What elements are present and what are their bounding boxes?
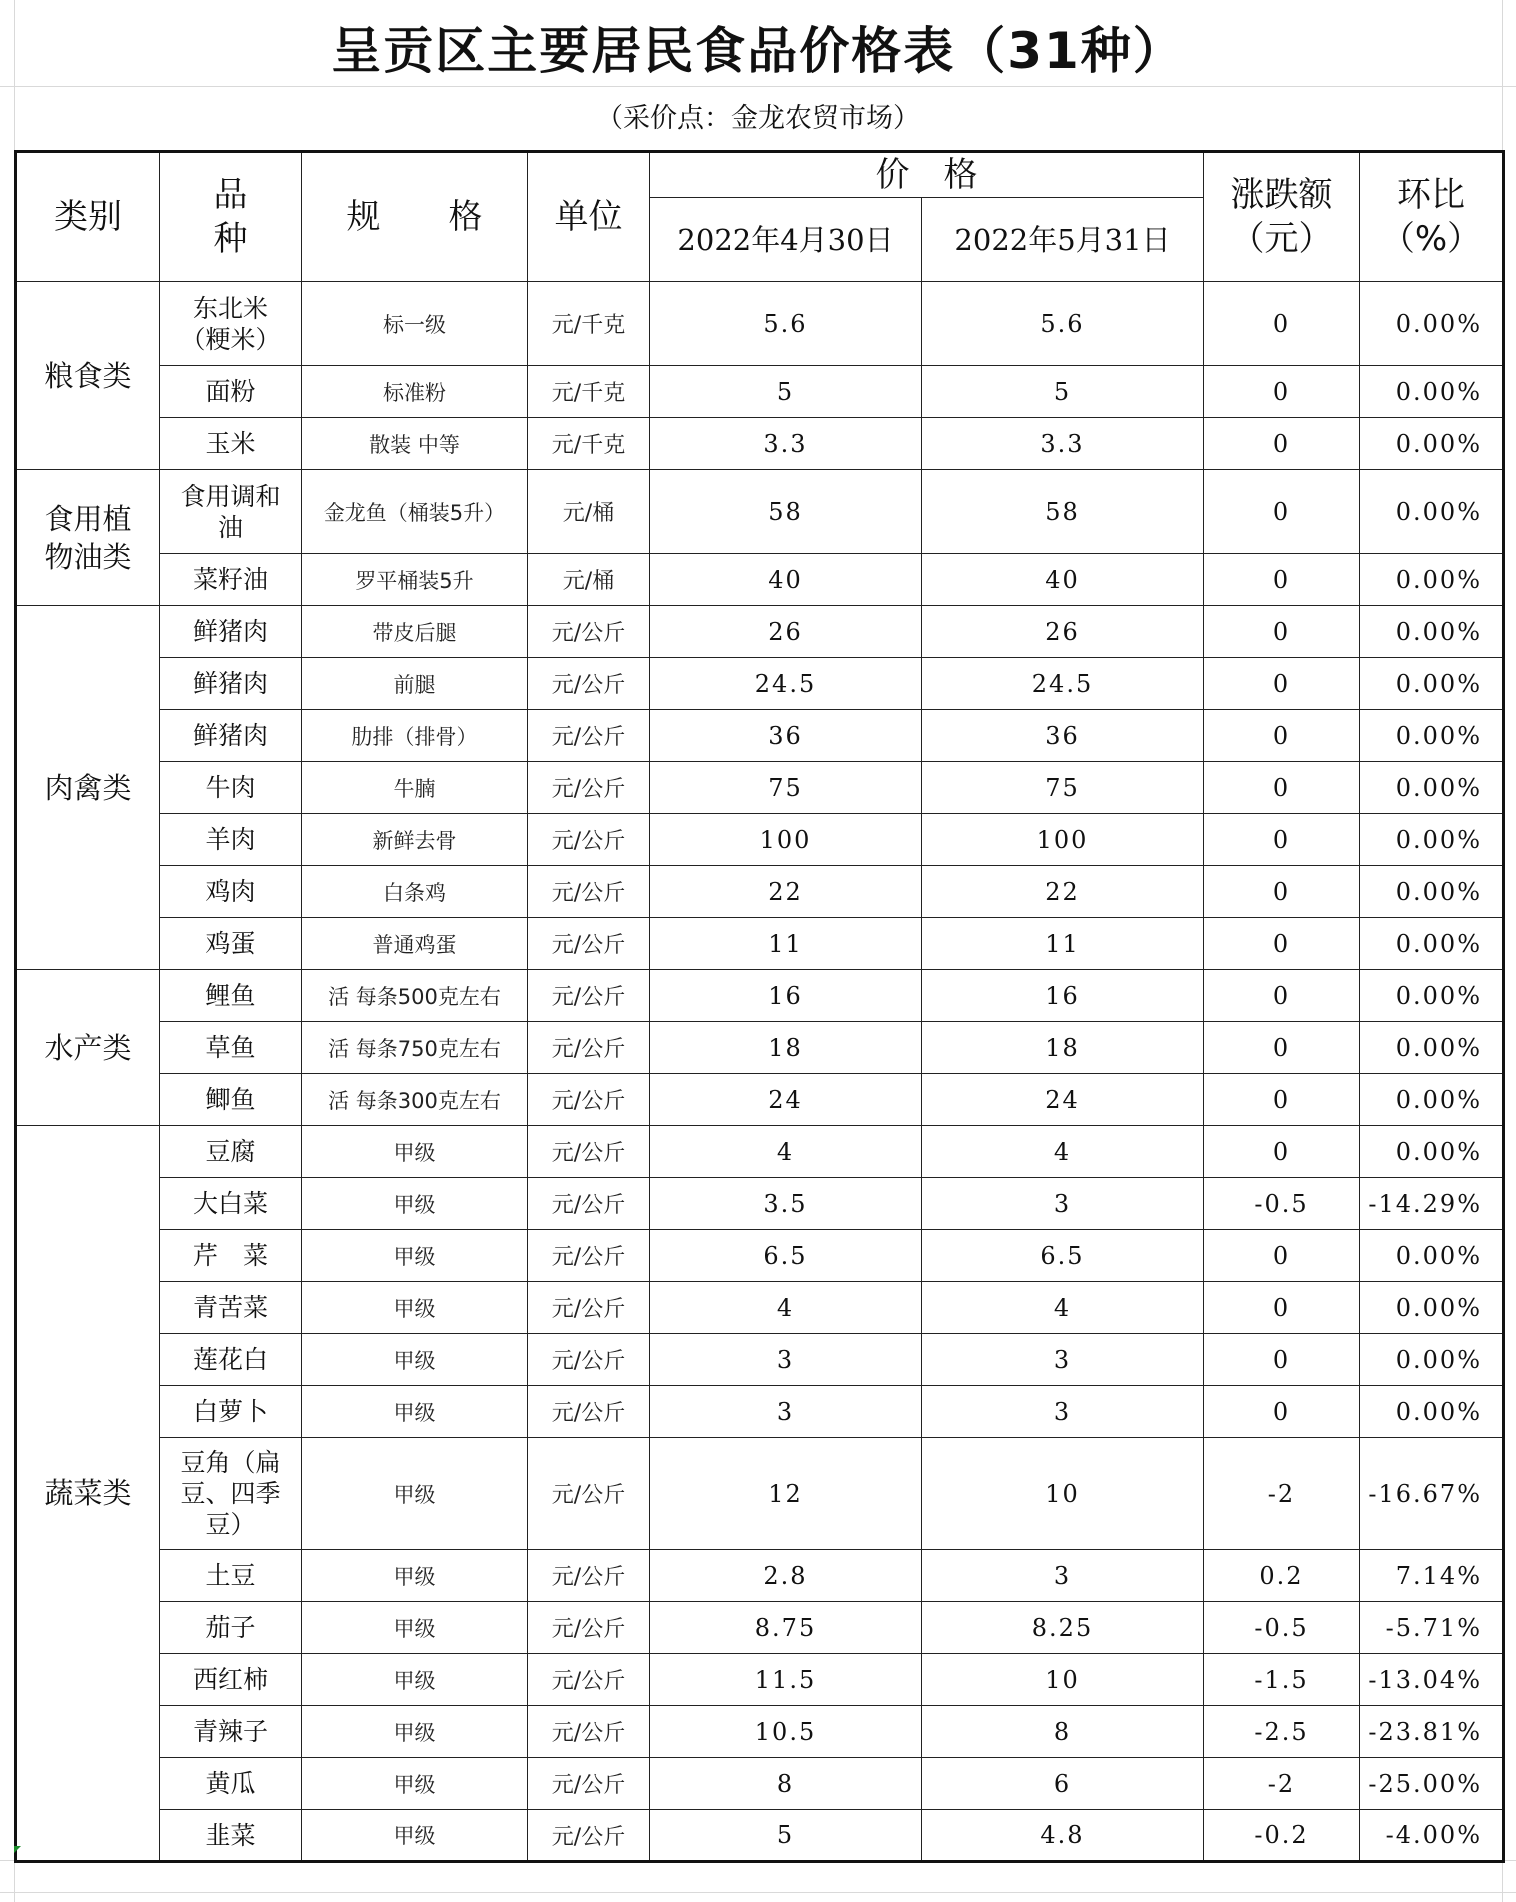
item-name-cell [160, 1126, 302, 1178]
category-name-line: 水产类 [44, 1030, 132, 1065]
spec-cell: 甲级 [302, 1654, 528, 1706]
unit-cell: 元/千克 [528, 282, 650, 366]
unit-cell: 元/公斤 [528, 1386, 650, 1438]
change-amount-cell: 0 [1204, 1022, 1360, 1074]
item-name-line: 豆角（扁 [180, 1448, 281, 1477]
price-apr-cell: 8 [650, 1758, 922, 1810]
item-name-line: 面粉 [205, 377, 256, 406]
ratio-cell: 0.00% [1360, 1022, 1504, 1074]
spec-cell: 散装 中等 [302, 418, 528, 470]
change-amount-cell: -0.2 [1204, 1810, 1360, 1862]
price-may-cell: 100 [922, 814, 1204, 866]
spec-cell: 甲级 [302, 1334, 528, 1386]
header-spec: 规 格 [302, 152, 528, 282]
header-ratio [1360, 152, 1504, 282]
price-apr-cell: 40 [650, 554, 922, 606]
change-amount-cell: 0 [1204, 814, 1360, 866]
change-amount-cell: -2.5 [1204, 1706, 1360, 1758]
change-amount-cell: 0 [1204, 970, 1360, 1022]
item-name-line: 鲜猪肉 [192, 721, 268, 750]
change-amount-cell: 0 [1204, 418, 1360, 470]
spec-cell: 活 每条500克左右 [302, 970, 528, 1022]
change-amount-cell: 0 [1204, 282, 1360, 366]
price-may-cell: 4 [922, 1282, 1204, 1334]
item-name-line: 牛肉 [205, 773, 256, 802]
spec-cell: 甲级 [302, 1438, 528, 1550]
header-item-line: 品 [213, 175, 248, 215]
spec-cell: 甲级 [302, 1178, 528, 1230]
header-change-line: 涨跌额 [1230, 175, 1333, 215]
item-name-cell [160, 1334, 302, 1386]
change-amount-cell: 0 [1204, 470, 1360, 554]
unit-cell: 元/公斤 [528, 606, 650, 658]
item-name-cell [160, 1074, 302, 1126]
header-ratio-line: 环比 [1397, 175, 1465, 215]
category-name-line: 肉禽类 [44, 770, 132, 805]
price-table [14, 150, 1505, 1863]
price-apr-cell: 11 [650, 918, 922, 970]
table-row [16, 470, 1504, 554]
table-row [16, 1230, 1504, 1282]
unit-cell: 元/公斤 [528, 1810, 650, 1862]
price-may-cell: 8.25 [922, 1602, 1204, 1654]
table-row [16, 762, 1504, 814]
category-cell [16, 970, 160, 1126]
item-name-line: 玉米 [205, 429, 256, 458]
item-name-line: 菜籽油 [192, 565, 268, 594]
item-name-line: 鲜猪肉 [192, 617, 268, 646]
change-amount-cell: -0.5 [1204, 1178, 1360, 1230]
item-name-cell [160, 1230, 302, 1282]
spec-cell: 白条鸡 [302, 866, 528, 918]
change-amount-cell: -1.5 [1204, 1654, 1360, 1706]
item-name-line: 油 [217, 512, 243, 542]
table-row [16, 418, 1504, 470]
item-name-line: 土豆 [205, 1561, 256, 1590]
price-may-cell: 3 [922, 1334, 1204, 1386]
price-apr-cell: 6.5 [650, 1230, 922, 1282]
price-apr-cell: 11.5 [650, 1654, 922, 1706]
ratio-cell: 0.00% [1360, 418, 1504, 470]
item-name-line: 黄瓜 [205, 1769, 256, 1798]
item-name-cell [160, 710, 302, 762]
change-amount-cell: 0 [1204, 1230, 1360, 1282]
table-row [16, 1438, 1504, 1550]
price-apr-cell: 5 [650, 366, 922, 418]
price-may-cell: 5.6 [922, 282, 1204, 366]
grid-line [0, 86, 1516, 87]
table-row [16, 970, 1504, 1022]
ratio-cell: 0.00% [1360, 1074, 1504, 1126]
unit-cell: 元/桶 [528, 554, 650, 606]
price-may-cell: 6.5 [922, 1230, 1204, 1282]
ratio-cell: 0.00% [1360, 606, 1504, 658]
price-may-cell: 24 [922, 1074, 1204, 1126]
change-amount-cell: 0 [1204, 918, 1360, 970]
spec-cell: 甲级 [302, 1602, 528, 1654]
item-name-cell [160, 658, 302, 710]
category-name-line: 蔬菜类 [44, 1476, 132, 1510]
spec-cell: 甲级 [302, 1386, 528, 1438]
price-apr-cell: 100 [650, 814, 922, 866]
item-name-line: 鸡肉 [205, 877, 256, 906]
ratio-cell: -14.29% [1360, 1178, 1504, 1230]
price-may-cell: 4.8 [922, 1810, 1204, 1862]
cell-corner-marker-icon [14, 1846, 21, 1853]
item-name-line: 豆腐 [205, 1137, 256, 1166]
unit-cell: 元/公斤 [528, 1706, 650, 1758]
unit-cell: 元/公斤 [528, 658, 650, 710]
price-apr-cell: 75 [650, 762, 922, 814]
category-cell [16, 606, 160, 970]
item-name-cell [160, 470, 302, 554]
ratio-cell: 7.14% [1360, 1550, 1504, 1602]
spec-cell: 甲级 [302, 1126, 528, 1178]
header-category: 类别 [16, 152, 160, 282]
unit-cell: 元/公斤 [528, 1758, 650, 1810]
price-may-cell: 40 [922, 554, 1204, 606]
table-row [16, 366, 1504, 418]
ratio-cell: -25.00% [1360, 1758, 1504, 1810]
unit-cell: 元/公斤 [528, 866, 650, 918]
category-cell [16, 1126, 160, 1862]
item-name-cell [160, 1178, 302, 1230]
table-row [16, 1126, 1504, 1178]
spec-cell: 罗平桶装5升 [302, 554, 528, 606]
header-item [160, 152, 302, 282]
ratio-cell: 0.00% [1360, 554, 1504, 606]
item-name-cell [160, 366, 302, 418]
item-name-line: 韭菜 [205, 1820, 256, 1850]
item-name-cell [160, 1706, 302, 1758]
price-apr-cell: 3.3 [650, 418, 922, 470]
item-name-cell [160, 866, 302, 918]
ratio-cell: 0.00% [1360, 918, 1504, 970]
price-may-cell: 3.3 [922, 418, 1204, 470]
category-name-line: 物油类 [44, 539, 132, 574]
unit-cell: 元/公斤 [528, 1126, 650, 1178]
table-row [16, 1334, 1504, 1386]
header-date-2: 2022年5月31日 [922, 198, 1204, 282]
item-name-cell [160, 970, 302, 1022]
change-amount-cell: 0 [1204, 554, 1360, 606]
price-apr-cell: 16 [650, 970, 922, 1022]
ratio-cell: 0.00% [1360, 1282, 1504, 1334]
change-amount-cell: -0.5 [1204, 1602, 1360, 1654]
table-row [16, 1758, 1504, 1810]
item-name-line: 鲫鱼 [205, 1085, 256, 1114]
price-may-cell: 5 [922, 366, 1204, 418]
change-amount-cell: 0 [1204, 1282, 1360, 1334]
price-apr-cell: 3 [650, 1386, 922, 1438]
category-cell [16, 282, 160, 470]
item-name-cell [160, 418, 302, 470]
price-apr-cell: 3.5 [650, 1178, 922, 1230]
item-name-line: 西红柿 [192, 1665, 268, 1694]
header-ratio-line: （%） [1380, 219, 1482, 259]
item-name-line: 豆、四季 [180, 1479, 281, 1508]
price-may-cell: 4 [922, 1126, 1204, 1178]
price-apr-cell: 8.75 [650, 1602, 922, 1654]
change-amount-cell: 0.2 [1204, 1550, 1360, 1602]
unit-cell: 元/公斤 [528, 918, 650, 970]
ratio-cell: -13.04% [1360, 1654, 1504, 1706]
price-may-cell: 8 [922, 1706, 1204, 1758]
unit-cell: 元/公斤 [528, 710, 650, 762]
spec-cell: 带皮后腿 [302, 606, 528, 658]
ratio-cell: 0.00% [1360, 1386, 1504, 1438]
price-may-cell: 24.5 [922, 658, 1204, 710]
header-item-line: 种 [213, 219, 248, 259]
item-name-line: 羊肉 [205, 825, 256, 854]
header-date-1: 2022年4月30日 [650, 198, 922, 282]
ratio-cell: -4.00% [1360, 1810, 1504, 1862]
ratio-cell: 0.00% [1360, 710, 1504, 762]
table-row [16, 606, 1504, 658]
table-row [16, 1386, 1504, 1438]
grid-line [0, 1892, 1516, 1893]
price-apr-cell: 4 [650, 1282, 922, 1334]
spec-cell: 标准粉 [302, 366, 528, 418]
header-change [1204, 152, 1360, 282]
unit-cell: 元/公斤 [528, 1550, 650, 1602]
item-name-cell [160, 1602, 302, 1654]
spec-cell: 金龙鱼（桶装5升） [302, 470, 528, 554]
unit-cell: 元/公斤 [528, 1230, 650, 1282]
table-row [16, 1282, 1504, 1334]
table-row [16, 554, 1504, 606]
price-may-cell: 3 [922, 1550, 1204, 1602]
item-name-cell [160, 762, 302, 814]
change-amount-cell: 0 [1204, 710, 1360, 762]
page-title: 呈贡区主要居民食品价格表（31种） [331, 22, 1185, 80]
spec-cell: 标一级 [302, 282, 528, 366]
item-name-line: 大白菜 [192, 1189, 268, 1218]
unit-cell: 元/公斤 [528, 1602, 650, 1654]
change-amount-cell: 0 [1204, 1386, 1360, 1438]
header-unit: 单位 [528, 152, 650, 282]
table-row [16, 1654, 1504, 1706]
table-row [16, 1074, 1504, 1126]
price-apr-cell: 24 [650, 1074, 922, 1126]
ratio-cell: 0.00% [1360, 470, 1504, 554]
unit-cell: 元/公斤 [528, 1282, 650, 1334]
price-may-cell: 6 [922, 1758, 1204, 1810]
item-name-line: 食用调和 [180, 481, 281, 511]
table-row [16, 1178, 1504, 1230]
spec-cell: 活 每条300克左右 [302, 1074, 528, 1126]
table-row [16, 1810, 1504, 1862]
price-apr-cell: 22 [650, 866, 922, 918]
price-apr-cell: 26 [650, 606, 922, 658]
unit-cell: 元/公斤 [528, 1178, 650, 1230]
price-collection-point: （采价点：金龙农贸市场） [596, 103, 920, 134]
ratio-cell: 0.00% [1360, 366, 1504, 418]
item-name-cell [160, 1550, 302, 1602]
header-change-line: （元） [1230, 219, 1333, 259]
price-apr-cell: 3 [650, 1334, 922, 1386]
item-name-line: 草鱼 [205, 1033, 256, 1062]
item-name-line: 鲤鱼 [205, 981, 256, 1010]
spec-cell: 甲级 [302, 1810, 528, 1862]
table-row [16, 1022, 1504, 1074]
ratio-cell: -16.67% [1360, 1438, 1504, 1550]
unit-cell: 元/公斤 [528, 970, 650, 1022]
header-row [16, 152, 1504, 198]
item-name-cell [160, 1654, 302, 1706]
ratio-cell: -23.81% [1360, 1706, 1504, 1758]
change-amount-cell: 0 [1204, 866, 1360, 918]
spec-cell: 普通鸡蛋 [302, 918, 528, 970]
item-name-cell [160, 1810, 302, 1862]
change-amount-cell: -2 [1204, 1758, 1360, 1810]
item-name-line: 鸡蛋 [205, 929, 256, 958]
change-amount-cell: 0 [1204, 658, 1360, 710]
ratio-cell: 0.00% [1360, 970, 1504, 1022]
change-amount-cell: 0 [1204, 1126, 1360, 1178]
table-row [16, 1706, 1504, 1758]
price-may-cell: 58 [922, 470, 1204, 554]
price-may-cell: 36 [922, 710, 1204, 762]
ratio-cell: 0.00% [1360, 814, 1504, 866]
category-name-line: 食用植 [44, 501, 132, 536]
unit-cell: 元/千克 [528, 418, 650, 470]
change-amount-cell: 0 [1204, 606, 1360, 658]
price-apr-cell: 24.5 [650, 658, 922, 710]
ratio-cell: 0.00% [1360, 658, 1504, 710]
category-cell [16, 470, 160, 606]
table-row [16, 814, 1504, 866]
item-name-line: 青辣子 [192, 1717, 268, 1746]
spec-cell: 甲级 [302, 1550, 528, 1602]
change-amount-cell: 0 [1204, 1334, 1360, 1386]
item-name-line: 鲜猪肉 [192, 669, 268, 698]
unit-cell: 元/公斤 [528, 1438, 650, 1550]
ratio-cell: 0.00% [1360, 1334, 1504, 1386]
item-name-cell [160, 282, 302, 366]
item-name-line: 白萝卜 [192, 1397, 268, 1426]
spec-cell: 甲级 [302, 1230, 528, 1282]
item-name-cell [160, 1438, 302, 1550]
spec-cell: 肋排（排骨） [302, 710, 528, 762]
unit-cell: 元/千克 [528, 366, 650, 418]
price-apr-cell: 18 [650, 1022, 922, 1074]
price-apr-cell: 4 [650, 1126, 922, 1178]
spec-cell: 新鲜去骨 [302, 814, 528, 866]
table-row [16, 282, 1504, 366]
unit-cell: 元/公斤 [528, 1074, 650, 1126]
item-name-line: 茄子 [205, 1613, 256, 1642]
item-name-line: 豆） [205, 1510, 256, 1539]
change-amount-cell: 0 [1204, 762, 1360, 814]
price-may-cell: 10 [922, 1438, 1204, 1550]
spec-cell: 甲级 [302, 1758, 528, 1810]
item-name-cell [160, 1282, 302, 1334]
item-name-line: （粳米） [180, 324, 281, 354]
price-apr-cell: 10.5 [650, 1706, 922, 1758]
price-apr-cell: 5.6 [650, 282, 922, 366]
item-name-line: 青苦菜 [192, 1293, 268, 1322]
item-name-line: 芹 菜 [192, 1241, 268, 1270]
price-apr-cell: 36 [650, 710, 922, 762]
unit-cell: 元/桶 [528, 470, 650, 554]
table-row [16, 866, 1504, 918]
price-may-cell: 11 [922, 918, 1204, 970]
item-name-cell [160, 1386, 302, 1438]
price-may-cell: 18 [922, 1022, 1204, 1074]
unit-cell: 元/公斤 [528, 1022, 650, 1074]
spec-cell: 牛腩 [302, 762, 528, 814]
ratio-cell: 0.00% [1360, 1230, 1504, 1282]
item-name-cell [160, 814, 302, 866]
spec-cell: 前腿 [302, 658, 528, 710]
price-apr-cell: 12 [650, 1438, 922, 1550]
spec-cell: 活 每条750克左右 [302, 1022, 528, 1074]
price-table-body [16, 282, 1504, 1862]
ratio-cell: 0.00% [1360, 866, 1504, 918]
table-row [16, 918, 1504, 970]
category-name-line: 粮食类 [44, 358, 132, 393]
table-row [16, 1602, 1504, 1654]
item-name-cell [160, 554, 302, 606]
spec-cell: 甲级 [302, 1282, 528, 1334]
change-amount-cell: -2 [1204, 1438, 1360, 1550]
table-row [16, 1550, 1504, 1602]
item-name-line: 莲花白 [192, 1345, 268, 1374]
item-name-line: 东北米 [192, 293, 268, 323]
price-may-cell: 26 [922, 606, 1204, 658]
item-name-cell [160, 1022, 302, 1074]
change-amount-cell: 0 [1204, 366, 1360, 418]
price-may-cell: 16 [922, 970, 1204, 1022]
unit-cell: 元/公斤 [528, 762, 650, 814]
table-row [16, 710, 1504, 762]
price-apr-cell: 5 [650, 1810, 922, 1862]
table-row [16, 658, 1504, 710]
price-may-cell: 3 [922, 1386, 1204, 1438]
price-may-cell: 22 [922, 866, 1204, 918]
change-amount-cell: 0 [1204, 1074, 1360, 1126]
unit-cell: 元/公斤 [528, 1654, 650, 1706]
item-name-cell [160, 1758, 302, 1810]
spec-cell: 甲级 [302, 1706, 528, 1758]
price-apr-cell: 2.8 [650, 1550, 922, 1602]
price-may-cell: 3 [922, 1178, 1204, 1230]
item-name-cell [160, 606, 302, 658]
price-may-cell: 75 [922, 762, 1204, 814]
unit-cell: 元/公斤 [528, 1334, 650, 1386]
item-name-cell [160, 918, 302, 970]
price-apr-cell: 58 [650, 470, 922, 554]
ratio-cell: 0.00% [1360, 1126, 1504, 1178]
ratio-cell: 0.00% [1360, 762, 1504, 814]
ratio-cell: 0.00% [1360, 282, 1504, 366]
header-price: 价 格 [650, 152, 1204, 198]
ratio-cell: -5.71% [1360, 1602, 1504, 1654]
unit-cell: 元/公斤 [528, 814, 650, 866]
price-may-cell: 10 [922, 1654, 1204, 1706]
